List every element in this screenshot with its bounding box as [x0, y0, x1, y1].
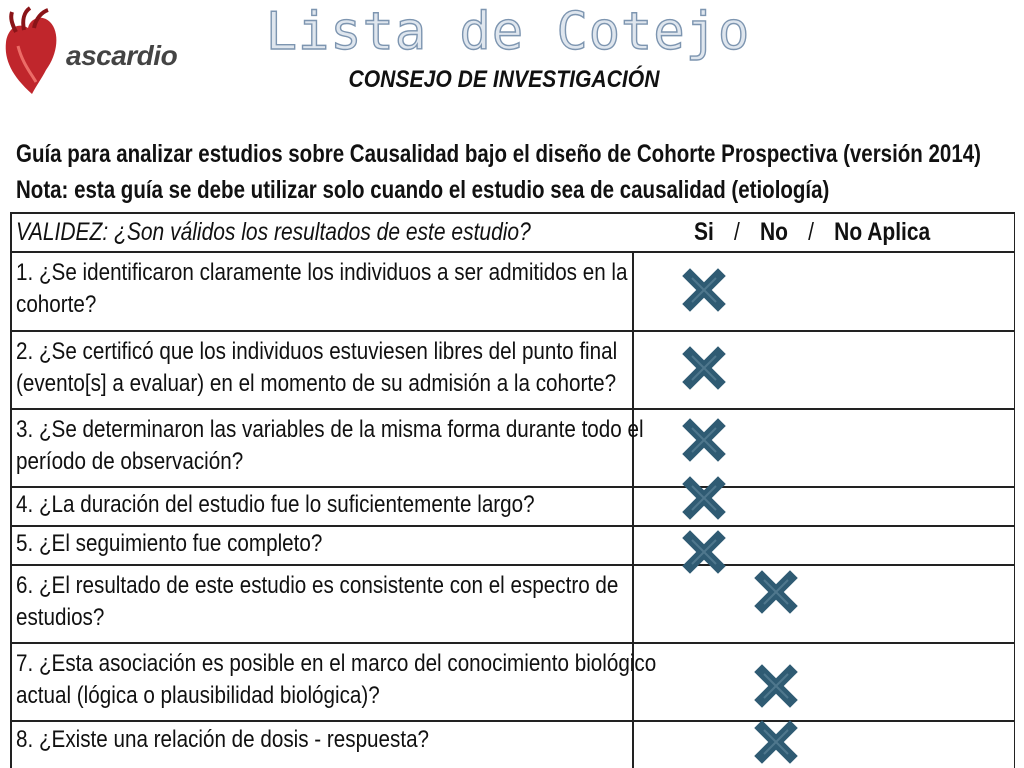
option-separator: /: [734, 218, 740, 246]
x-mark-icon: [682, 346, 726, 390]
question-8: [16, 724, 429, 756]
question-3: [16, 414, 644, 478]
option-no: No: [760, 218, 789, 246]
question-text: 6. ¿El resultado de este estudio es consistente con el espectro de: [16, 572, 619, 599]
table-border-top: [10, 212, 1015, 214]
question-text: 1. ¿Se identificaron claramente los individuos a ser admitidos en la: [16, 259, 628, 286]
row-divider: [10, 408, 1015, 410]
row-divider: [10, 486, 1015, 488]
question-text: (evento[s] a evaluar) en el momento de su admisión a la cohorte?: [16, 370, 617, 397]
question-text: 7. ¿Esta asociación es posible en el marco del conocimiento biológico: [16, 650, 657, 677]
question-text: 8. ¿Existe una relación de dosis - respuesta?: [16, 726, 430, 753]
question-text: cohorte?: [16, 291, 97, 318]
x-mark-icon: [682, 418, 726, 462]
question-text: 3. ¿Se determinaron las variables de la misma forma durante todo el: [16, 416, 644, 443]
row-divider: [10, 251, 1015, 253]
question-5: [16, 528, 322, 560]
brand-name: ascardio: [66, 40, 178, 71]
validity-heading: VALIDEZ: ¿Son válidos los resultados de este estudio?: [16, 218, 531, 246]
row-divider: [10, 720, 1015, 722]
page-title: Lista de Cotejo: [265, 2, 751, 62]
question-text: 2. ¿Se certificó que los individuos estuviesen libres del punto final: [16, 338, 618, 365]
question-text: estudios?: [16, 604, 105, 631]
row-divider: [10, 564, 1015, 566]
option-separator: /: [808, 218, 815, 246]
question-2: [16, 336, 617, 400]
x-mark-icon: [754, 720, 798, 764]
row-divider: [10, 525, 1015, 527]
validity-checklist-table: [10, 212, 1015, 768]
row-divider: [10, 642, 1015, 644]
question-text: 5. ¿El seguimiento fue completo?: [16, 530, 323, 557]
row-divider: [10, 330, 1015, 332]
x-mark-icon: [754, 570, 798, 614]
x-mark-icon: [682, 530, 726, 574]
question-6: [16, 570, 618, 634]
page-subtitle: CONSEJO DE INVESTIGACIÓN: [348, 66, 660, 93]
option-no-aplica: No Aplica: [834, 218, 931, 246]
x-mark-icon: [682, 476, 726, 520]
x-mark-icon: [682, 268, 726, 312]
guide-description: Guía para analizar estudios sobre Causalidad bajo el diseño de Cohorte Prospectiva (versión 2014): [16, 140, 981, 168]
question-text: 4. ¿La duración del estudio fue lo suficientemente largo?: [16, 491, 535, 518]
answer-options-header: [694, 218, 930, 247]
table-border-right: [1014, 212, 1016, 768]
question-7: [16, 648, 656, 712]
question-4: [16, 489, 535, 521]
x-mark-icon: [754, 664, 798, 708]
question-1: [16, 257, 628, 321]
guide-note: Nota: esta guía se debe utilizar solo cuando el estudio sea de causalidad (etiología): [16, 176, 830, 204]
question-text: período de observación?: [16, 448, 244, 475]
table-border-left: [10, 212, 12, 768]
question-text: actual (lógica o plausibilidad biológica)?: [16, 682, 380, 709]
option-si: Si: [694, 218, 714, 246]
